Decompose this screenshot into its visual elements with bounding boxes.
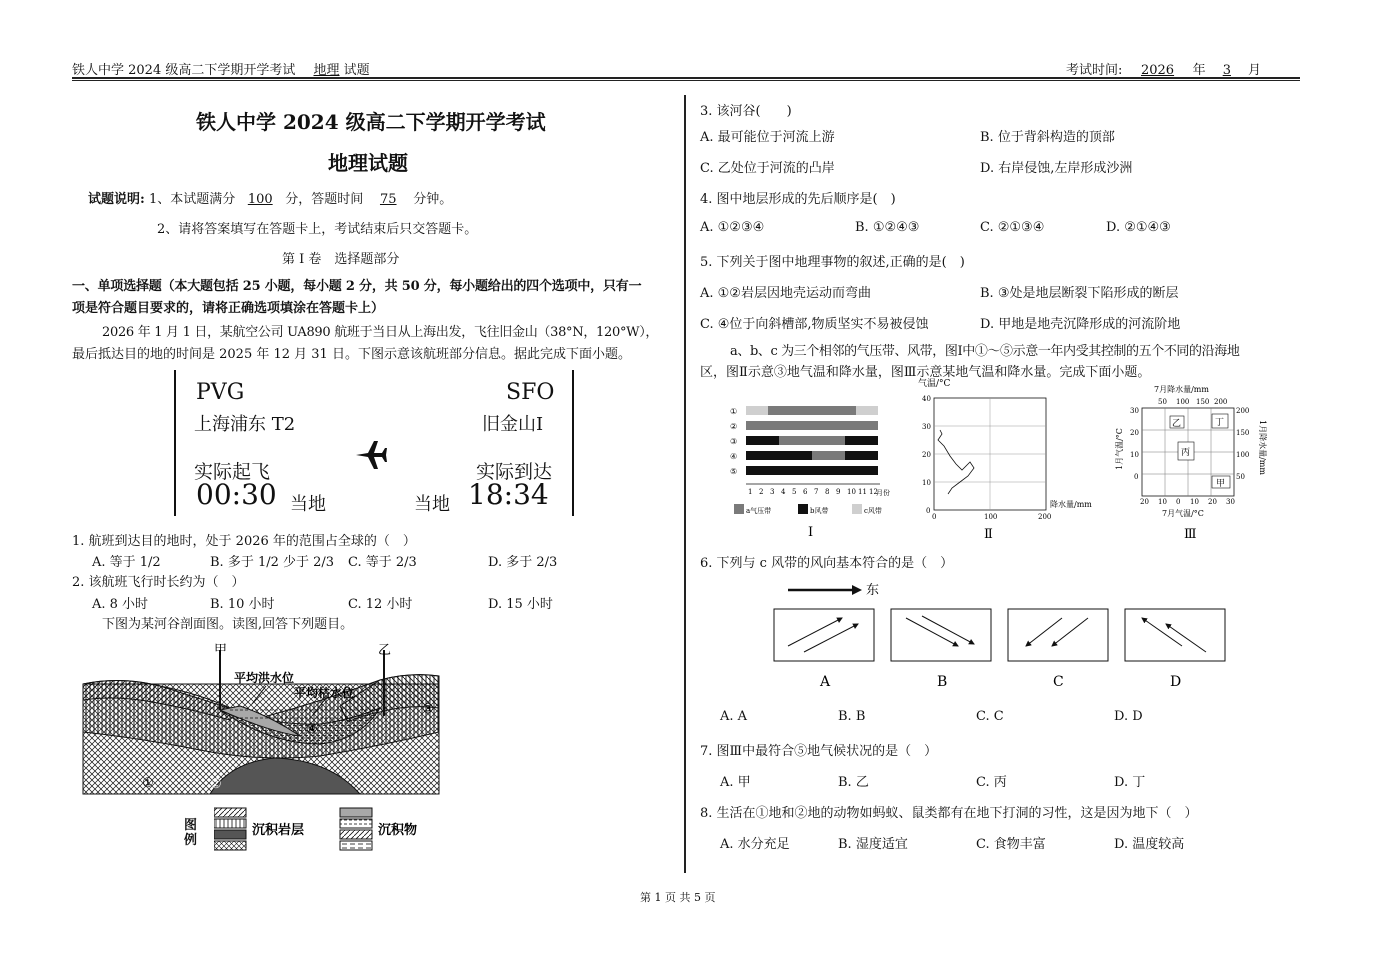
- fig1-belt-cell: [801, 451, 812, 460]
- fig3-bottom-tick-3: 0: [1176, 498, 1181, 506]
- fig1-belt-cell: [746, 466, 757, 475]
- fig1-belt-cell: [801, 466, 812, 475]
- fig2-caption: Ⅱ: [984, 527, 993, 542]
- fig2-y-title: 气温/°C: [918, 379, 951, 389]
- fig2-y-tick-0: 0: [926, 507, 931, 515]
- figure-2-climate-scatter: [912, 376, 1108, 542]
- fig1-month-tick: 12: [869, 488, 878, 496]
- question-3-stem: 3. 该河谷( ): [700, 104, 792, 119]
- climate-stem-1: a、b、c 为三个相邻的气压带、风带，图Ⅰ中①～⑤示意一年内受其控制的五个不同的沿海地: [730, 344, 1240, 359]
- fig3-caption: Ⅲ: [1184, 527, 1197, 540]
- fig1-belt-cell: [768, 421, 779, 430]
- from-code: PVG: [196, 380, 245, 405]
- figure-3-climate-grid: [1112, 380, 1270, 540]
- fig1-belt-cell: [757, 421, 768, 430]
- fig1-belt-cell: [779, 436, 790, 445]
- fig3-cell-yi: 乙: [1172, 419, 1182, 429]
- fig3-left-title: 1月气温/°C: [1115, 428, 1124, 470]
- to-code: SFO: [506, 380, 555, 405]
- departure-label: 实际起飞: [194, 461, 271, 483]
- fig2-x-title: 降水量/mm: [1050, 500, 1092, 509]
- question-6-option-c[interactable]: C. C: [976, 709, 1004, 724]
- arrival-local: 当地: [414, 494, 450, 515]
- legend-sediment-label: 沉积物: [378, 823, 418, 838]
- fig3-bottom-tick-6: 30: [1226, 498, 1235, 506]
- header-prefix: 铁人中学 2024 级高二下学期开学考试: [72, 63, 296, 78]
- fig1-row-mark: ⑤: [730, 467, 738, 476]
- valley-label-jia: 甲: [214, 643, 228, 658]
- fig1-belt-cell: [823, 421, 834, 430]
- instructions-line-1: [88, 188, 452, 207]
- legend-title-1: 图: [184, 818, 198, 833]
- fig1-belt-cell: [757, 451, 768, 460]
- instructions-text-b: 分，答题时间: [285, 192, 364, 207]
- wind-box-b-label: B: [937, 674, 948, 690]
- fig1-belt-cell: [790, 436, 801, 445]
- fig1-belt-cell: [856, 436, 867, 445]
- fig3-top-title: 7月降水量/mm: [1154, 385, 1209, 394]
- fig1-month-tick: 8: [825, 488, 830, 496]
- fig1-belt-cell: [856, 421, 867, 430]
- question-6-option-d[interactable]: D. D: [1114, 709, 1143, 724]
- question-1-option-c[interactable]: C. 等于 2/3: [348, 555, 417, 570]
- header-year: 2026: [1140, 63, 1175, 78]
- question-2-option-b[interactable]: B. 10 小时: [210, 597, 275, 612]
- fig1-belt-cell: [856, 406, 867, 415]
- question-5-option-d[interactable]: D. 甲地是地壳沉降形成的河流阶地: [980, 317, 1181, 332]
- fig1-belt-cell: [823, 406, 834, 415]
- fig3-cell-jia: 甲: [1216, 479, 1226, 489]
- fig1-month-tick: 11: [858, 488, 867, 496]
- fig1-belt-cell: [845, 406, 856, 415]
- fig1-belt-cell: [845, 436, 856, 445]
- fig1-belt-cell: [779, 421, 790, 430]
- fig3-top-tick-150: 150: [1196, 398, 1210, 406]
- fig3-left-tick-10: 10: [1130, 451, 1139, 459]
- page-subtitle: 地理试题: [328, 151, 408, 175]
- climate-stem-2: 区，图Ⅱ示意③地气温和降水量，图Ⅲ示意某地气温和降水量。完成下面小题。: [700, 365, 1151, 380]
- fig3-left-tick-30: 30: [1130, 407, 1139, 415]
- question-7-option-c[interactable]: C. 丙: [976, 775, 1007, 790]
- fig2-y-tick-20: 20: [922, 451, 931, 459]
- header-exam-time: [1066, 59, 1261, 78]
- fig3-right-title: 1月降水量/mm: [1258, 420, 1267, 475]
- fig1-belt-cell: [768, 451, 779, 460]
- valley-legend: [214, 806, 434, 852]
- fig1-belt-cell: [746, 421, 757, 430]
- question-2-option-a[interactable]: A. 8 小时: [92, 597, 149, 612]
- fig1-legend-c: c风带: [864, 507, 882, 515]
- figure-1-belt-bars: [728, 400, 908, 540]
- question-6-stem: 6. 下列与 c 风带的风向基本符合的是（ ）: [700, 556, 954, 571]
- fig1-belt-cell: [790, 421, 801, 430]
- fig1-belt-cell: [757, 406, 768, 415]
- fig1-belt-cell: [801, 436, 812, 445]
- volume-heading: 第 I 卷 选择题部分: [282, 252, 400, 267]
- dry-level-label: 平均枯水位: [294, 686, 355, 700]
- fig3-top-tick-200: 200: [1214, 398, 1228, 406]
- fig1-row-mark: ③: [730, 437, 738, 446]
- question-3-option-d[interactable]: D. 右岸侵蚀,左岸形成沙洲: [980, 161, 1133, 176]
- mark-2: ②: [210, 777, 222, 792]
- fig1-legend-a-swatch: [734, 504, 744, 514]
- fig1-belt-cell: [867, 406, 878, 415]
- question-3-option-c[interactable]: C. 乙处位于河流的凸岸: [700, 161, 835, 176]
- fig1-month-tick: 5: [792, 488, 797, 496]
- question-3-option-b[interactable]: B. 位于背斜构造的顶部: [980, 130, 1115, 145]
- fig1-belt-cell: [768, 466, 779, 475]
- fig1-legend-b-swatch: [798, 504, 808, 514]
- wind-direction-boxes: [772, 606, 1232, 690]
- legend-rock-label: 沉积岩层: [252, 823, 305, 838]
- instructions-text-a: 1、本试题满分: [148, 192, 236, 207]
- question-2-stem: 2. 该航班飞行时长约为（ ）: [72, 575, 245, 590]
- header-month-unit: 月: [1247, 63, 1261, 78]
- question-1-stem: 1. 航班到达目的地时，处于 2026 年的范围占全球的（ ）: [72, 534, 416, 549]
- fig1-month-tick: 10: [847, 488, 856, 496]
- part-heading-line-2: 项是符合题目要求的，请将正确选项填涂在答题卡上）: [72, 301, 385, 316]
- legend-title-2: 例: [184, 833, 198, 848]
- fig1-belt-cell: [856, 451, 867, 460]
- page-footer: 第 1 页 共 5 页: [640, 891, 716, 904]
- header-rule: [72, 77, 1300, 79]
- arrival-label: 实际到达: [476, 461, 553, 483]
- fig1-month-tick: 3: [770, 488, 775, 496]
- fig1-belt-cell: [812, 421, 823, 430]
- instructions-score: 100: [247, 192, 273, 207]
- fig1-belt-cell: [845, 451, 856, 460]
- fig3-bottom-tick-1: 20: [1140, 498, 1149, 506]
- question-1-option-b[interactable]: B. 多于 1/2 少于 2/3: [210, 555, 335, 570]
- mark-4: ④: [306, 722, 318, 737]
- fig1-legend-a: a气压带: [746, 507, 772, 515]
- flight-board: [174, 370, 574, 516]
- question-7-stem: 7. 图Ⅲ中最符合⑤地气候状况的是（ ）: [700, 744, 938, 759]
- question-7-option-d[interactable]: D. 丁: [1114, 775, 1146, 790]
- fig3-left-tick-20: 20: [1130, 429, 1139, 437]
- fig1-belt-cell: [757, 436, 768, 445]
- question-4-stem: 4. 图中地层形成的先后顺序是( ): [700, 192, 896, 207]
- fig2-x-tick-100: 100: [984, 513, 998, 521]
- instructions-label: 试题说明:: [88, 192, 145, 207]
- departure-local: 当地: [290, 494, 326, 515]
- question-4-option-b[interactable]: B. ①②④③: [855, 220, 920, 235]
- fig1-belt-cell: [834, 466, 845, 475]
- fig2-y-tick-10: 10: [922, 479, 931, 487]
- header-year-unit: 年: [1192, 63, 1206, 78]
- fig1-month-tick: 7: [814, 488, 819, 496]
- fig1-month-tick: 4: [781, 488, 786, 496]
- mark-3: ③: [422, 702, 434, 717]
- header-subject: 地理: [313, 63, 340, 78]
- fig2-y-tick-30: 30: [922, 423, 931, 431]
- fig2-y-tick-40: 40: [922, 395, 931, 403]
- question-1-option-d[interactable]: D. 多于 2/3: [488, 555, 558, 570]
- fig3-right-tick-150: 150: [1236, 429, 1250, 437]
- question-6-option-b[interactable]: B. B: [838, 709, 866, 724]
- from-name: 上海浦东 T2: [194, 414, 296, 435]
- question-4-option-a[interactable]: A. ①②③④: [700, 220, 765, 235]
- question-8-option-a[interactable]: A. 水分充足: [720, 837, 790, 852]
- flight-stem-1: 2026 年 1 月 1 日，某航空公司 UA890 航班于当日从上海出发，飞往旧金山（38°N，120°W），: [102, 325, 659, 340]
- fig1-month-tick: 2: [759, 488, 764, 496]
- fig3-top-tick-100: 100: [1176, 398, 1190, 406]
- fig3-bottom-tick-2: 10: [1158, 498, 1167, 506]
- header-time-label: 考试时间:: [1066, 63, 1123, 78]
- fig1-month-tick: 9: [836, 488, 841, 496]
- wind-box-a-label: A: [820, 674, 831, 690]
- fig3-right-tick-200: 200: [1236, 407, 1250, 415]
- fig1-belt-cell: [746, 406, 757, 415]
- fig1-belt-cell: [867, 421, 878, 430]
- fig1-belt-cell: [779, 466, 790, 475]
- fig2-x-tick-0: 0: [932, 513, 937, 521]
- fig3-bottom-title: 7月气温/°C: [1162, 509, 1204, 518]
- fig1-bars: [730, 406, 878, 476]
- fig1-caption: Ⅰ: [808, 525, 814, 540]
- instructions-text-c: 分钟。: [413, 192, 453, 207]
- part-heading-line-1: 一、单项选择题（本大题包括 25 小题，每小题 2 分，共 50 分，每小题给出的四个选项中，只有一: [72, 279, 642, 294]
- question-8-stem: 8. 生活在①地和②地的动物如蚂蚁、鼠类都有在地下打洞的习性，这是因为地下（ ）: [700, 806, 1198, 821]
- question-7-option-a[interactable]: A. 甲: [720, 775, 751, 790]
- fig1-belt-cell: [856, 466, 867, 475]
- to-name: 旧金山I: [482, 414, 544, 435]
- fig1-belt-cell: [801, 406, 812, 415]
- question-2-option-d[interactable]: D. 15 小时: [488, 597, 553, 612]
- fig1-belt-cell: [779, 406, 790, 415]
- instructions-minutes: 75: [379, 192, 397, 207]
- question-8-option-c[interactable]: C. 食物丰富: [976, 837, 1046, 852]
- fig1-belt-cell: [845, 466, 856, 475]
- fig1-belt-cell: [834, 406, 845, 415]
- fig1-belt-cell: [834, 451, 845, 460]
- fig1-row-mark: ②: [730, 422, 738, 431]
- fig1-belt-cell: [867, 451, 878, 460]
- fig3-right-tick-50: 50: [1236, 473, 1245, 481]
- question-5-option-b[interactable]: B. ③处是地层断裂下陷形成的断层: [980, 286, 1179, 301]
- fig1-belt-cell: [823, 466, 834, 475]
- legend-title: [184, 818, 197, 848]
- fig1-belt-cell: [768, 436, 779, 445]
- fig3-right-tick-100: 100: [1236, 451, 1250, 459]
- fig1-belt-cell: [801, 421, 812, 430]
- fig1-belt-cell: [757, 466, 768, 475]
- fig1-belt-cell: [790, 466, 801, 475]
- valley-intro: 下图为某河谷剖面图。读图,回答下列题目。: [102, 617, 354, 632]
- mark-1: ①: [142, 776, 154, 791]
- fig1-legend-b: b风带: [810, 507, 829, 515]
- wind-box-d-label: D: [1170, 674, 1182, 690]
- fig1-legend-c-swatch: [852, 504, 862, 514]
- fig3-cell-ding: 丁: [1215, 418, 1225, 428]
- fig1-belt-cell: [834, 436, 845, 445]
- fig1-belt-cell: [812, 451, 823, 460]
- fig1-belt-cell: [867, 436, 878, 445]
- fig3-bottom-tick-4: 10: [1190, 498, 1199, 506]
- question-2-option-c[interactable]: C. 12 小时: [348, 597, 413, 612]
- question-5-option-c[interactable]: C. ④位于向斜槽部,物质坚实不易被侵蚀: [700, 317, 929, 332]
- fig3-bottom-tick-5: 20: [1208, 498, 1217, 506]
- fig1-belt-cell: [812, 436, 823, 445]
- flight-stem-2: 最后抵达目的地的时间是 2025 年 12 月 31 日。下图示意该航班部分信息。据此完成下面小题。: [72, 347, 631, 362]
- question-6-option-a[interactable]: A. A: [720, 709, 748, 724]
- header-exam-name: [72, 59, 370, 78]
- arrival-time: 18:34: [468, 478, 549, 511]
- fig1-belt-cell: [812, 406, 823, 415]
- fig1-row-mark: ④: [730, 452, 738, 461]
- question-8-option-b[interactable]: B. 湿度适宜: [838, 837, 908, 852]
- fig1-belt-cell: [867, 466, 878, 475]
- fig3-top-tick-50: 50: [1158, 398, 1167, 406]
- header-rule-thin: [72, 80, 1300, 81]
- fig1-belt-cell: [790, 406, 801, 415]
- fig1-belt-cell: [845, 421, 856, 430]
- fig1-row-mark: ①: [730, 407, 738, 416]
- fig1-month-tick: 1: [748, 488, 753, 496]
- east-arrow: [786, 580, 886, 600]
- fig1-belt-cell: [812, 466, 823, 475]
- instructions-line-2: 2、请将答案填写在答题卡上，考试结束后只交答题卡。: [157, 222, 478, 237]
- fig3-left-tick-0: 0: [1134, 473, 1139, 481]
- fig1-belt-cell: [746, 451, 757, 460]
- fig1-belt-cell: [746, 436, 757, 445]
- east-label: 东: [866, 583, 880, 598]
- question-4-option-c[interactable]: C. ②①③④: [980, 220, 1045, 235]
- fig1-month-unit: 月份: [876, 489, 890, 497]
- valley-label-yi: 乙: [378, 643, 392, 658]
- fig2-x-tick-200: 200: [1038, 513, 1052, 521]
- airplane-icon: [354, 438, 388, 480]
- departure-time: 00:30: [196, 478, 277, 511]
- fig1-belt-cell: [790, 451, 801, 460]
- fig1-belt-cell: [779, 451, 790, 460]
- header-month: 3: [1222, 63, 1231, 78]
- header-suffix: 试题: [343, 63, 370, 78]
- question-5-option-a[interactable]: A. ①②岩层因地壳运动而弯曲: [700, 286, 871, 301]
- question-1-option-a[interactable]: A. 等于 1/2: [92, 555, 161, 570]
- fig2-climate-curve: [938, 430, 974, 494]
- wind-box-c-label: C: [1053, 674, 1064, 690]
- fig1-month-tick: 6: [803, 488, 808, 496]
- flood-level-label: 平均洪水位: [234, 671, 295, 685]
- question-4-option-d[interactable]: D. ②①④③: [1106, 220, 1171, 235]
- question-5-stem: 5. 下列关于图中地理事物的叙述,正确的是( ): [700, 255, 965, 270]
- fig1-belt-cell: [768, 406, 779, 415]
- fig1-belt-cell: [834, 421, 845, 430]
- fig3-cell-bing: 丙: [1181, 448, 1191, 458]
- question-8-option-d[interactable]: D. 温度较高: [1114, 837, 1185, 852]
- fig1-belt-cell: [823, 451, 834, 460]
- question-3-option-a[interactable]: A. 最可能位于河流上游: [700, 130, 835, 145]
- page-title: 铁人中学 2024 级高二下学期开学考试: [196, 110, 546, 134]
- fig1-belt-cell: [823, 436, 834, 445]
- question-7-option-b[interactable]: B. 乙: [838, 775, 869, 790]
- column-divider: [684, 95, 686, 873]
